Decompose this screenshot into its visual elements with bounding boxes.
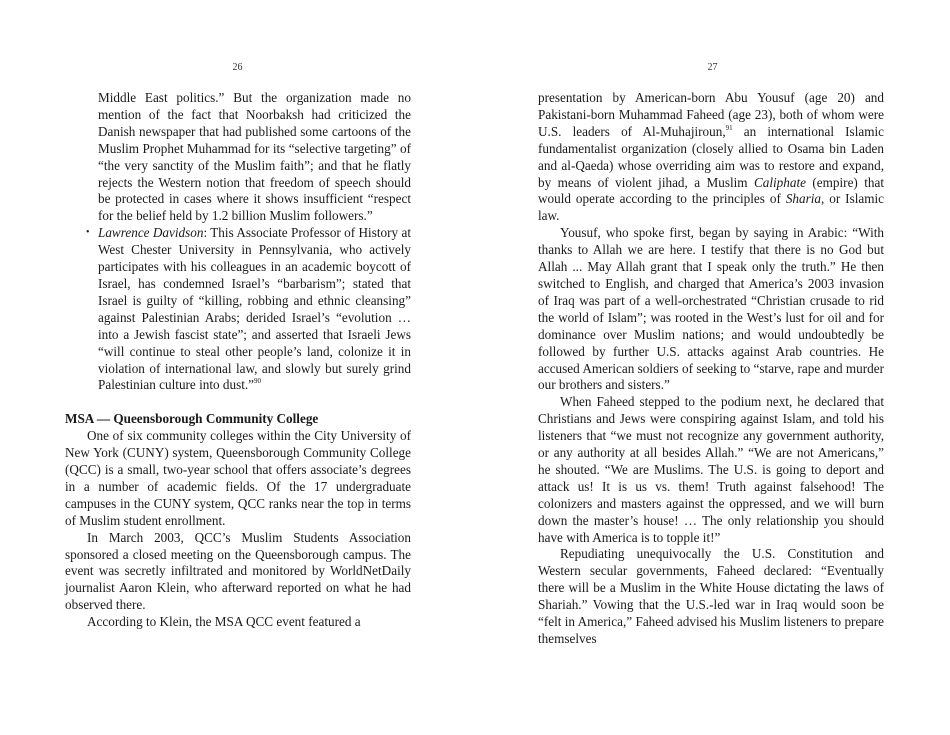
footnote-ref-90[interactable]: 90: [254, 377, 262, 386]
paragraph: According to Klein, the MSA QCC event featured a: [87, 614, 361, 630]
term-caliphate: Caliphate: [753, 174, 806, 190]
paragraph: When Faheed stepped to the podium next, he declared that Christians and Jews were conspiring against Islam, and told his listeners that “we must not recognize any government authority, or any authority at all besides Allah.” “We are not Americans,” he shouted. “We are Muslims. The U.S. is going to deport and attack us! It is us vs. them! Truth against falsehood! The colonizers and masters against the oppressed, and we will burn down the master’s house! … The only relationship you should have with America is to topple it!”: [538, 394, 884, 545]
text-run: presentation by American-born Abu Yousuf (age 20) and Pakistani-born Muhammad Faheed (age 23), both of whom were U.S. leaders of Al-Muhajiroun,: [538, 90, 884, 139]
continued-bullet-paragraph: Middle East politics.” But the organization made no mention of the fact that Noorbaksh had criticized the Danish newspaper that had published some cartoons of the Muslim Prophet Muhammad for its “selective targeting” of “the very sanctity of the Muslim faith”; and that he flatly rejects the Western notion that freedom of speech should be protected in cases where it shows insufficient “respect for the belief held by 1.2 billion Muslim followers.”: [98, 90, 411, 224]
text-run: (empire) that would operate according to the principles of: [538, 174, 885, 207]
paragraph: One of six community colleges within the City University of New York (CUNY) system, Queensborough Community College (QCC) is a small, two-year school that offers associate’s degrees in a number of academic fields. Of the 17 undergraduate campuses in the CUNY system, QCC ranks near the top in terms of Muslim student enrollment.: [65, 428, 411, 528]
term-sharia: Sharia: [785, 191, 821, 207]
right-page: [475, 0, 950, 735]
text-run: an international Islamic fundamentalist organization (closely allied to Osama bin Laden and al-Qaeda) whose overriding aim was to restore and expand, by means of violent jihad, a Muslim: [538, 123, 884, 190]
bullet-name: Lawrence Davidson: [98, 225, 204, 241]
paragraph: Yousuf, who spoke first, began by saying in Arabic: “With thanks to Allah we are here. I testify that there is no God but Allah ... May Allah grant that I speak only the truth.” He then switched to English, and charged that America’s 2003 invasion of Iraq was part of a well-orchestrated “Christian crusade to rid the world of Islam”; was rooted in the West’s lust for oil and for dominance over Muslim nations; and would undoubtedly be followed by further U.S. attacks against Arab countries. He accused American soldiers of seeking to “starve, rape and murder our brothers and sisters.”: [538, 225, 884, 393]
bullet-text: : This Associate Professor of History at West Chester University in Pennsylvania, who actively participates with his colleagues in an academic boycott of Israel, has condemned Israel’s “barbarism”; stated that Israel is guilty of “killing, robbing and ethnic cleansing” against Palestinian Arabs; derided Israel’s “evolution … into a Jewish fascist state”; and asserted that Israeli Jews “will continue to steal other people’s land, colonize it in violation of international law, and slowly but surely grind Palestinian culture into dust.”: [98, 225, 411, 393]
paragraph-continued: [538, 90, 884, 225]
footnote-ref-91[interactable]: 91: [725, 123, 733, 132]
spacer: [65, 394, 411, 411]
page-number-right: 27: [707, 62, 718, 73]
text-run: , or Islamic law.: [538, 191, 884, 224]
bullet-icon: •: [86, 227, 90, 239]
left-column: [65, 90, 411, 631]
right-column: [538, 90, 884, 648]
section-heading: MSA — Queensborough Community College: [65, 411, 319, 427]
bullet-item-davidson: [86, 225, 411, 394]
paragraph: In March 2003, QCC’s Muslim Students Association sponsored a closed meeting on the Queensborough campus. The event was secretly infiltrated and monitored by WorldNetDaily journalist Aaron Klein, who afterward reported on what he had observed there.: [65, 529, 411, 613]
paragraph: Repudiating unequivocally the U.S. Constitution and Western secular governments, Faheed declared: “Eventually there will be a Muslim in the White House dictating the laws of Shariah.” Vowing that the U.S.-led war in Iraq would soon be “felt in America,” Faheed advised his Muslim listeners to prepare themselves: [538, 546, 884, 646]
page-number-left: 26: [232, 62, 243, 73]
